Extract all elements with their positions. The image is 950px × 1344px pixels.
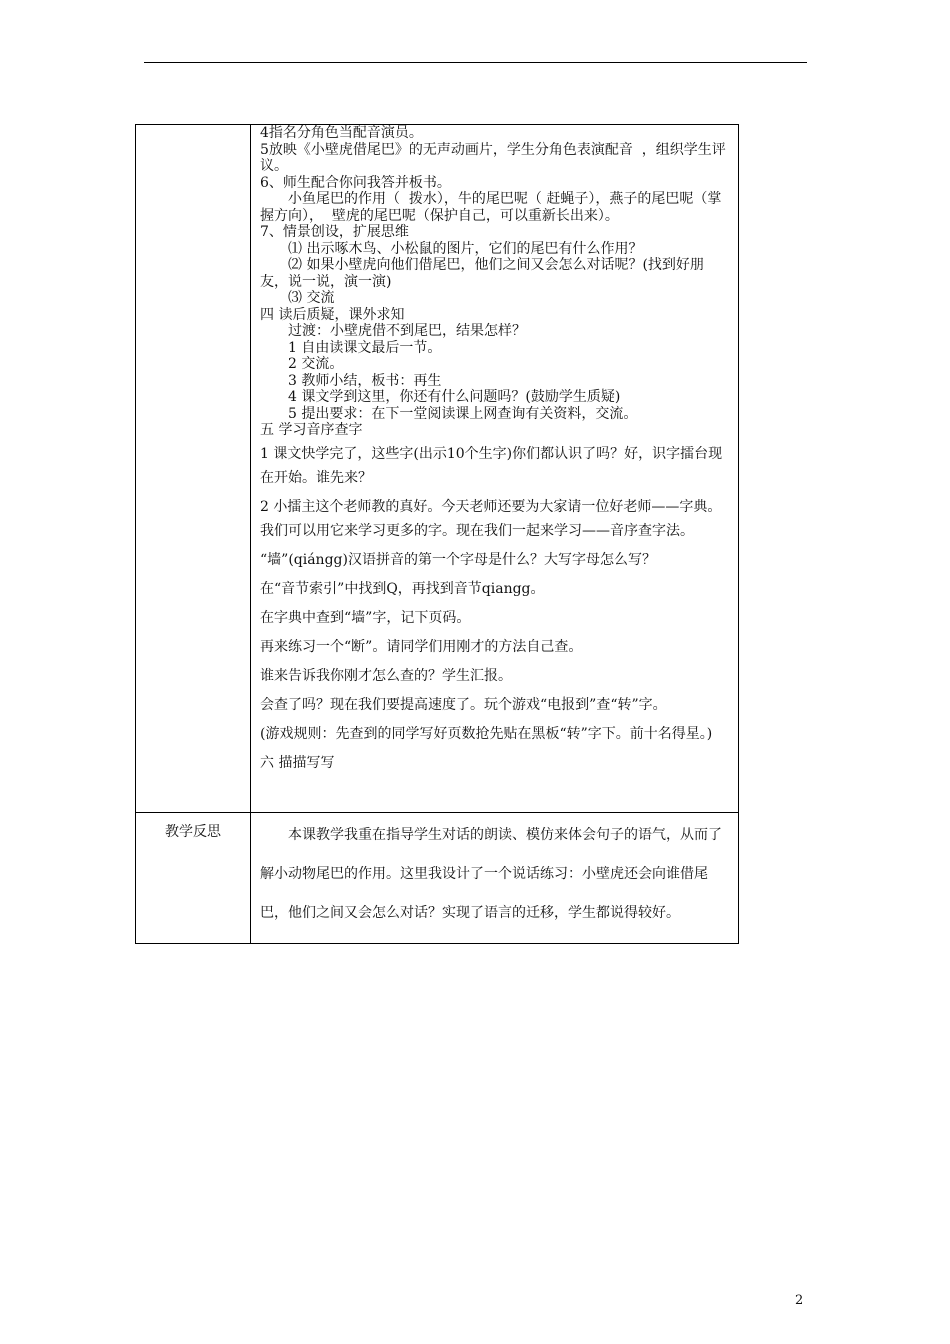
lesson-paragraph: “墙”(qiángg)汉语拼音的第一个字母是什么？大写字母怎么写？: [260, 551, 656, 568]
lesson-paragraph: 四 读后质疑，课外求知: [260, 306, 405, 323]
page-number: 2: [795, 1293, 804, 1308]
lesson-paragraph: 五 学习音序查字: [260, 422, 363, 438]
lesson-plan-table: [135, 124, 739, 944]
lesson-paragraph: 6、师生配合你问我答并板书。: [260, 174, 451, 191]
spacer: [260, 775, 730, 812]
lesson-paragraph: 4 课文学到这里，你还有什么问题吗？(鼓励学生质疑): [288, 389, 621, 405]
lesson-paragraph: 2 小擂主这个老师教的真好。今天老师还要为大家请一位好老师——字典。我们可以用它来学习更多的字。现在我们一起来学习——音序查字法。: [260, 498, 722, 539]
process-row: [136, 125, 739, 813]
header-rule: [144, 62, 807, 63]
reflection-text: 本课教学我重在指导学生对话的朗读、模仿来体会句子的语气，从而了解小动物尾巴的作用。这里我设计了一个说话练习：小壁虎还会向谁借尾巴，他们之间又会怎么对话？实现了语言的迁移，学生都说得较好。: [260, 826, 722, 921]
lesson-paragraph: 谁来告诉我你刚才怎么查的？学生汇报。: [260, 667, 512, 684]
lesson-paragraph: 1 课文快学完了，这些字(出示10个生字)你们都认识了吗？好，识字擂台现在开始。谁先来？: [260, 445, 723, 486]
lesson-paragraph: ⑴ 出示啄木鸟、小松鼠的图片，它们的尾巴有什么作用？: [288, 240, 643, 257]
process-label-cell: [136, 125, 251, 813]
lesson-paragraph: ⑵ 如果小壁虎向他们借尾巴，他们之间又会怎么对话呢？(找到好朋友，说一说，演一演): [260, 257, 704, 290]
lesson-paragraph: (游戏规则：先查到的同学写好页数抢先贴在黑板“转”字下。前十名得星。): [260, 725, 713, 742]
lesson-paragraph: 六 描描写写: [260, 754, 335, 771]
lesson-paragraph: 再来练习一个“断”。请同学们用刚才的方法自己查。: [260, 638, 583, 655]
lesson-paragraph: 5放映《小壁虎借尾巴》的无声动画片，学生分角色表演配音 ，组织学生评议。: [260, 141, 726, 174]
lesson-paragraph: 在字典中查到“墙”字，记下页码。: [260, 609, 471, 626]
reflection-label: 教学反思: [165, 823, 221, 840]
lesson-paragraph: 小鱼尾巴的作用（ 拨水），牛的尾巴呢（ 赶蝇子），燕子的尾巴呢（掌握方向）， 壁虎的尾巴呢（保护自己，可以重新长出来）。: [260, 191, 722, 224]
process-content-cell: [251, 125, 739, 813]
reflection-row: [136, 812, 739, 943]
lesson-paragraph: 2 交流。: [288, 356, 344, 372]
reflection-content-cell: [251, 812, 739, 943]
lesson-paragraph: 4指名分角色当配音演员。: [260, 125, 423, 141]
lesson-paragraph: 1 自由读课文最后一节。: [288, 339, 442, 356]
lesson-paragraph: 过渡：小壁虎借不到尾巴，结果怎样？: [288, 323, 526, 339]
lesson-paragraph: 3 教师小结，板书：再生: [288, 372, 442, 389]
lesson-paragraph: 在“音节索引”中找到Q，再找到音节qiangg。: [260, 580, 545, 597]
lesson-paragraph: 5 提出要求：在下一堂阅读课上网查询有关资料，交流。: [288, 405, 638, 422]
lesson-blocks: [260, 125, 730, 775]
lesson-paragraph: ⑶ 交流: [288, 290, 335, 306]
lesson-paragraph: 7、情景创设，扩展思维: [260, 224, 409, 240]
reflection-label-cell: [136, 812, 251, 943]
lesson-paragraph: 会查了吗？现在我们要提高速度了。玩个游戏“电报到”查“转”字。: [260, 696, 667, 713]
